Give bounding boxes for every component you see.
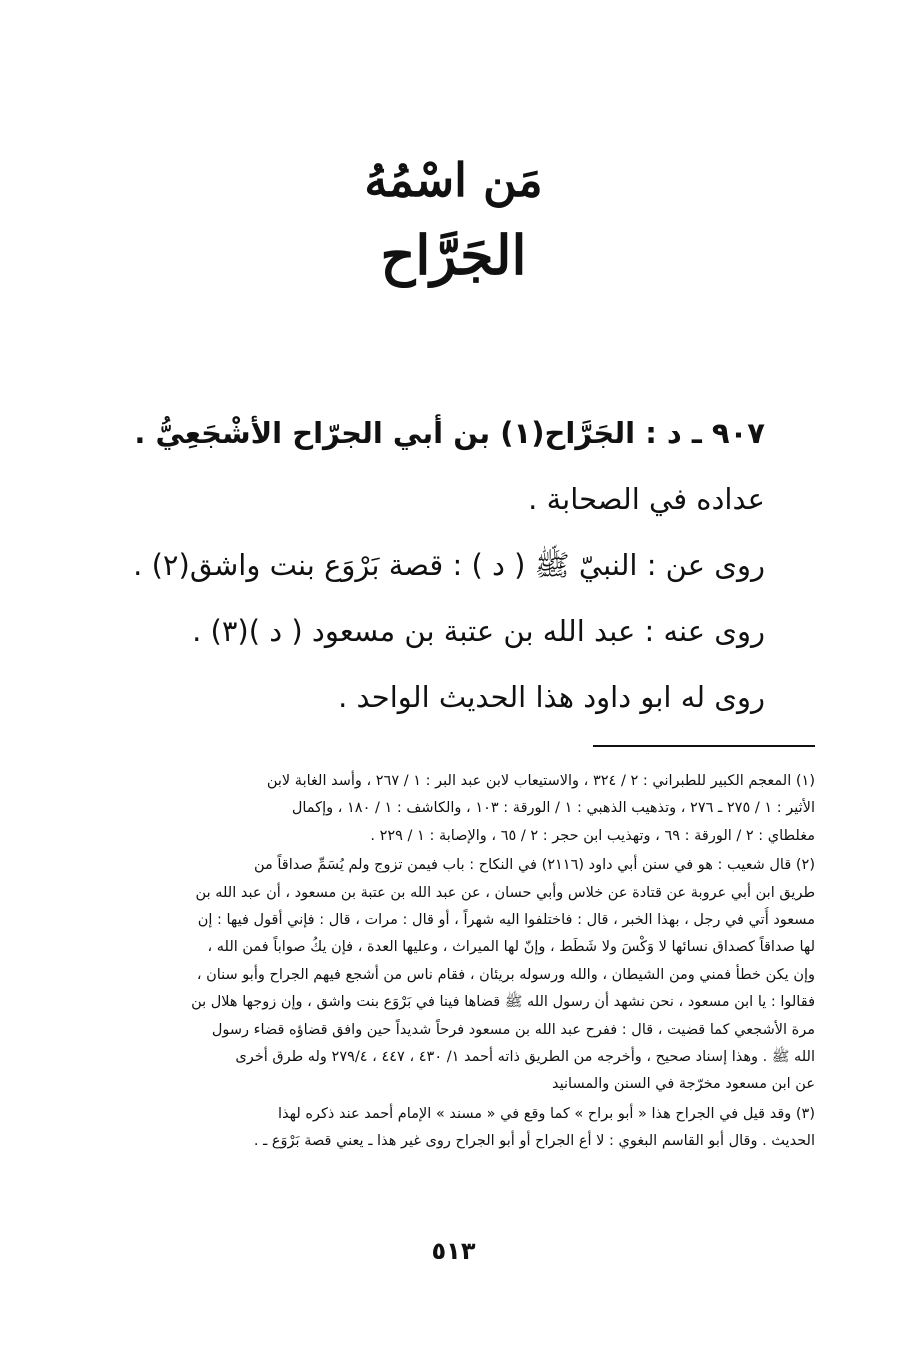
entry-line-narrated-by: روى عنه : عبد الله بن عتبة بن مسعود ( د )(٣) . <box>192 614 765 648</box>
footnote-line: (٣) وقد قيل في الجراح هذا « أبو براح » كما وقع في « مسند » الإمام أحمد عند ذكره لهذا <box>278 1105 815 1122</box>
footnotes <box>92 768 815 1158</box>
footnote-1 <box>92 768 815 850</box>
entry-line-reported-by: روى له ابو داود هذا الحديث الواحد . <box>338 680 765 714</box>
footnote-line: الله ﷺ . وهذا إسناد صحيح ، وأخرجه من الطريق ذاته أحمد ١/ ٤٣٠ ، ٤٤٧ ، ٢٧٩/٤ وله طرق أخرى <box>235 1049 815 1066</box>
footnote-line: مرة الأشجعي كما قضيت ، قال : ففرح عبد الله بن مسعود فرحاً شديداً حين وافق قضاؤه قضاء رسول <box>211 1021 815 1038</box>
footnote-line: (١) المعجم الكبير للطبراني : ٢ / ٣٢٤ ، والاستيعاب لابن عبد البر : ١ / ٢٦٧ ، وأسد الغابة لابن <box>266 773 815 789</box>
footnote-line: (٢) قال شعيب : هو في سنن أبي داود (٢١١٦) في النكاح : باب فيمن تزوج ولم يُسَمِّ صداقاً من <box>253 857 815 874</box>
footnote-line: طريق ابن أبي عروبة عن قتادة عن خلاس وأبي حسان ، عن عبد الله بن عتبة بن مسعود ، أن عبد الله بن <box>195 884 815 901</box>
footnote-line: مغلطاي : ٢ / الورقة : ٦٩ ، وتهذيب ابن حجر : ٢ / ٦٥ ، والإصابة : ١ / ٢٢٩ . <box>370 827 815 844</box>
footnote-line: عن ابن مسعود مخرّجة في السنن والمسانيد <box>552 1076 815 1093</box>
footnote-line: وإن يكن خطأ فمني ومن الشيطان ، والله ورسوله بريئان ، فقام ناس من أشجع فيهم الجراح وأبو سنان ، <box>196 966 815 983</box>
footnote-line: مسعود أُتي في رجل ، بهذا الخبر ، قال : فاختلفوا اليه شهراً ، أو قال : مرات ، قال : فإني أقول فيها : إن <box>197 912 815 929</box>
footnote-line: فقالوا : يا ابن مسعود ، نحن نشهد أن رسول الله ﷺ قضاها فينا في بَرْوَع بنت واشق ، وإن زوجها هلال بن <box>191 994 815 1011</box>
footnote-3 <box>92 1101 815 1156</box>
entry-title-line: ٩٠٧ ـ د : الجَرَّاح(١) بن أبي الجرّاح الأشْجَعِيُّ . <box>134 416 765 450</box>
footnote-line: لها صداقاً كصداق نسائها لا وَكْسَ ولا شَطَط ، وإنّ لها الميراث ، وعليها العدة ، فإن يكُ صواباً فمن الله ، <box>207 939 815 956</box>
section-heading-line1: مَن اسْمُهُ <box>364 153 543 207</box>
entry-line-narrated-from: روى عن : النبيّ ﷺ ( د ) : قصة بَرْوَع بنت واشق(٢) . <box>133 548 765 582</box>
footnote-separator <box>593 745 815 747</box>
footnote-2 <box>92 852 815 1099</box>
entry-line-companions: عداده في الصحابة . <box>528 482 765 516</box>
biography-entry <box>100 400 765 730</box>
page-number: ٥١٣ <box>431 1237 476 1265</box>
section-heading-line2: الجَرَّاح <box>380 223 527 287</box>
footnote-line: الأثير : ١ / ٢٧٥ ـ ٢٧٦ ، وتذهيب الذهبي : ١ / الورقة : ١٠٣ ، والكاشف : ١ / ١٨٠ ، وإكمال <box>291 800 815 817</box>
footnote-line: الحديث . وقال أبو القاسم البغوي : لا أع الجراح أو أبو الجراح روى غير هذا ـ يعني قصة بَرْوَع ـ . <box>253 1133 815 1150</box>
